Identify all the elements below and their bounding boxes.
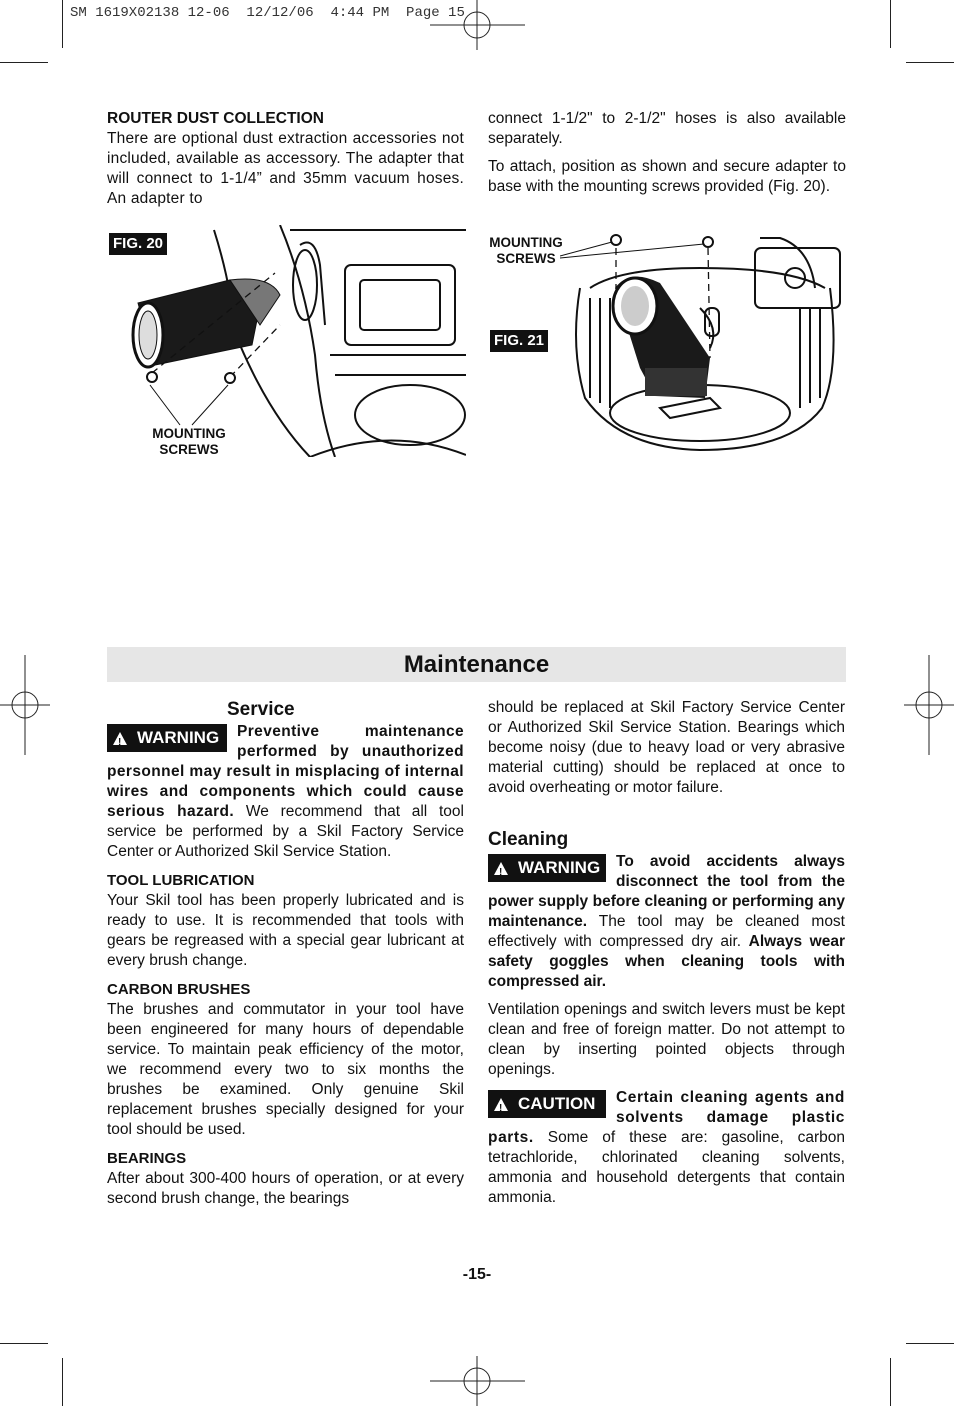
print-slug: SM 1619X02138 12-06 12/12/06 4:44 PM Page 15	[70, 5, 465, 21]
cleaning-warning-text: The tool may be cleaned most effectively with compressed dry air.	[488, 913, 845, 950]
crop-mark	[0, 1343, 48, 1344]
dust-collection-right	[488, 109, 846, 197]
bearings-text-right: should be replaced at Skil Factory Service Center or Authorized Skil Service Station. Bearings which become noisy (due to heavy load or very abrasive material cutting) should be replaced at once to avoid overheating or motor failure.	[488, 699, 845, 796]
service-column	[107, 698, 464, 1209]
ventilation-text: Ventilation openings and switch levers must be kept clean and free of foreign matter. Do not attempt to clean by inserting pointed objects through openings.	[488, 1001, 845, 1078]
crop-mark	[62, 0, 63, 48]
cleaning-warning-bold2: Always wear safety goggles when cleaning tools with compressed air.	[488, 933, 845, 990]
crop-mark	[890, 1358, 891, 1406]
caution-bold: Certain cleaning agents and solvents damage plastic parts.	[488, 1089, 845, 1146]
crop-mark	[906, 62, 954, 63]
registration-mark-right	[904, 655, 954, 755]
fig20-label: FIG. 20	[109, 233, 167, 255]
maintenance-banner: Maintenance	[107, 647, 846, 682]
page-number: -15-	[462, 1266, 492, 1283]
registration-mark-bottom	[430, 1356, 530, 1406]
warning-triangle-icon	[494, 862, 508, 875]
dust-collection-text-left: There are optional dust extraction accessories not included, available as accessory. The adapter that will connect to 1-1/4” and 35mm vacuum hoses. An adapter to	[107, 130, 464, 207]
cleaning-warning-label: WARNING	[518, 858, 601, 877]
warning-triangle-icon	[113, 732, 127, 745]
service-warning-badge	[107, 724, 227, 752]
cleaning-column	[488, 698, 845, 1208]
caution-label: CAUTION	[518, 1094, 596, 1113]
dust-collection-text-right: connect 1-1/2" to 2-1/2" hoses is also available separately.	[488, 110, 846, 147]
dust-collection-heading: ROUTER DUST COLLECTION	[107, 110, 324, 127]
fig20-router-adapter-illustration	[130, 225, 466, 457]
cleaning-warning-badge	[488, 854, 606, 882]
dust-collection-left	[107, 109, 464, 209]
service-warning-bold: Preventive maintenance performed by unauthorized personnel may result in misplacing of internal wires and components which could cause serious hazard.	[107, 723, 464, 820]
lubrication-text: Your Skil tool has been properly lubricated and is ready to use. It is recommended that tools with gears be regreased with a special gear lubricant at every brush change.	[107, 892, 464, 969]
service-warning-label: WARNING	[137, 728, 220, 747]
warning-triangle-icon	[494, 1098, 508, 1111]
service-warning-text: We recommend that all tool service be performed by a Skil Factory Service Center or Authorized Skil Service Station.	[107, 803, 464, 860]
fig21-label: FIG. 21	[490, 330, 548, 352]
brushes-text: The brushes and commutator in your tool have been engineered for many hours of dependable service. To maintain peak efficiency of the motor, we recommend every two to six months the brushes be examined. Only genuine Skil replacement brushes specially designed for your tool should be used.	[107, 1001, 464, 1138]
lubrication-heading: TOOL LUBRICATION	[107, 872, 255, 889]
fig20-caption-line1: MOUNTING	[152, 426, 226, 441]
caution-badge	[488, 1090, 606, 1118]
bearings-heading: BEARINGS	[107, 1150, 187, 1167]
caution-text: Some of these are: gasoline, carbon tetrachloride, chlorinated cleaning solvents, ammonia and household detergents that contain ammonia.	[488, 1129, 845, 1206]
brushes-heading: CARBON BRUSHES	[107, 981, 251, 998]
crop-mark	[906, 1343, 954, 1344]
dust-attach-text: To attach, position as shown and secure adapter to base with the mounting screws provided (Fig. 20).	[488, 158, 846, 195]
fig21-caption-line1: MOUNTING	[489, 235, 563, 250]
service-heading: Service	[227, 699, 295, 720]
cleaning-warning-bold: To avoid accidents always disconnect the tool from the power supply before cleaning or performing any maintenance.	[488, 853, 845, 930]
crop-mark	[62, 1358, 63, 1406]
fig20-caption-line2: SCREWS	[159, 442, 219, 457]
fig21-caption-line2: SCREWS	[496, 251, 556, 266]
crop-mark	[0, 62, 48, 63]
cleaning-heading: Cleaning	[488, 829, 569, 850]
fig20-caption	[142, 426, 236, 458]
crop-mark	[890, 0, 891, 48]
registration-mark-left	[0, 655, 50, 755]
fig21-router-adapter-illustration	[560, 228, 850, 453]
bearings-text-left: After about 300-400 hours of operation, or at every second brush change, the bearings	[107, 1170, 464, 1207]
